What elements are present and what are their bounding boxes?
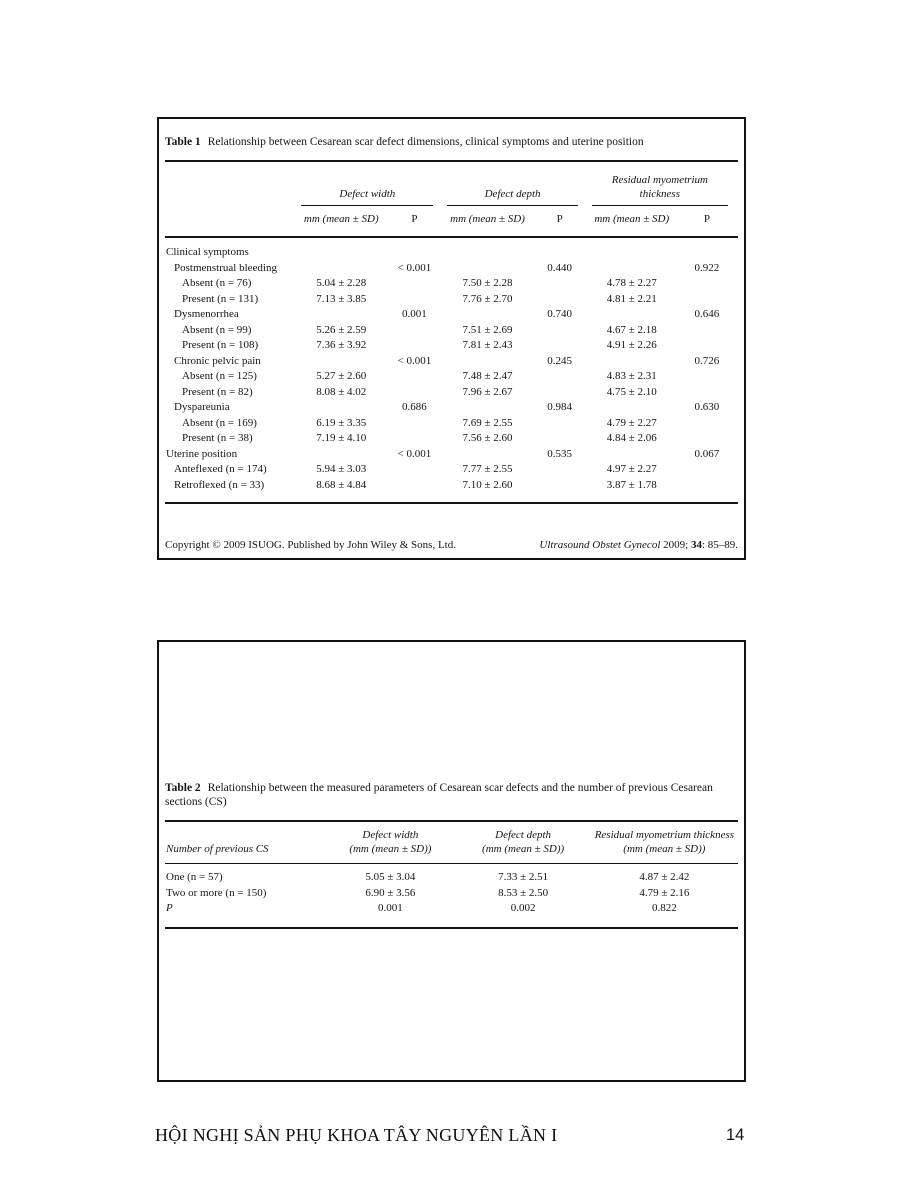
table-row xyxy=(165,462,738,478)
defect-width-value xyxy=(297,354,385,370)
rmt-value: 4.84 ± 2.06 xyxy=(606,432,657,444)
table-row xyxy=(165,237,738,261)
col-defect-width-line1: Defect width xyxy=(362,829,419,841)
col-defect-depth-line1: Defect depth xyxy=(495,829,552,841)
defect-depth-value: 7.51 ± 2.69 xyxy=(462,323,513,336)
table2-col-defect-depth xyxy=(455,821,590,864)
table-row xyxy=(165,447,738,463)
defect-depth-pvalue xyxy=(532,369,588,385)
defect-depth-pvalue: 0.984 xyxy=(547,401,573,413)
defect-depth-value xyxy=(443,354,531,370)
defect-depth-value: 7.50 ± 2.28 xyxy=(462,277,513,289)
table-row xyxy=(165,261,738,277)
defect-width-pvalue xyxy=(385,416,443,432)
rmt-value xyxy=(588,400,676,416)
col-defect-depth-line2: (mm (mean ± SD)) xyxy=(482,843,565,855)
table-row xyxy=(165,431,738,447)
subheader-mm-rmt: mm (mean ± SD) xyxy=(588,206,676,237)
table-row xyxy=(165,323,738,339)
defect-width-value: 5.05 ± 3.04 xyxy=(365,871,416,883)
defect-width-value: 8.68 ± 4.84 xyxy=(297,478,385,504)
row-label: Postmenstrual bleeding xyxy=(174,261,277,274)
citation-volume: 34 xyxy=(690,539,702,551)
group-label-defect-width: Defect width xyxy=(301,176,433,206)
subheader-p-depth: P xyxy=(532,206,588,237)
defect-depth-pvalue: 0.245 xyxy=(547,354,573,367)
defect-width-value: 6.90 ± 3.56 xyxy=(365,886,416,899)
row-label: P xyxy=(165,901,325,928)
citation-year: 2009; xyxy=(660,539,691,551)
table2-col-rmt xyxy=(591,821,738,864)
defect-width-value: 5.27 ± 2.60 xyxy=(316,370,367,382)
rmt-pvalue xyxy=(676,237,738,261)
table-row xyxy=(165,901,738,928)
defect-width-value: 7.19 ± 4.10 xyxy=(316,432,367,444)
defect-width-pvalue: < 0.001 xyxy=(397,447,432,460)
defect-depth-value xyxy=(443,447,531,463)
table-row xyxy=(165,276,738,292)
rmt-pvalue: 0.922 xyxy=(694,261,720,274)
table1-caption-label: Table 1 xyxy=(165,136,201,148)
group-label-defect-depth: Defect depth xyxy=(447,176,577,206)
table-row xyxy=(165,338,738,354)
table1-panel xyxy=(157,117,746,560)
row-label: Chronic pelvic pain xyxy=(174,354,261,367)
table1-wrapper xyxy=(165,160,738,504)
defect-width-value xyxy=(297,261,385,277)
table2-row-header: Number of previous CS xyxy=(165,821,325,864)
row-label: Present (n = 131) xyxy=(182,292,259,305)
table1-group-header-row xyxy=(165,161,738,206)
defect-depth-value: 7.81 ± 2.43 xyxy=(462,339,513,351)
table-row xyxy=(165,369,738,385)
defect-depth-pvalue: 0.440 xyxy=(547,261,573,274)
row-label: Absent (n = 125) xyxy=(182,370,257,382)
table2-caption-text: Relationship between the measured parameters of Cesarean scar defects and the number of previous Cesarean sections (CS) xyxy=(165,782,713,808)
rmt-value: 4.79 ± 2.16 xyxy=(639,886,690,899)
rmt-value xyxy=(588,307,676,323)
defect-width-value xyxy=(297,447,385,463)
defect-width-pvalue: < 0.001 xyxy=(397,354,432,367)
defect-depth-value: 0.002 xyxy=(455,901,590,928)
citation-journal: Ultrasound Obstet Gynecol xyxy=(539,539,661,551)
rmt-value: 3.87 ± 1.78 xyxy=(588,478,676,504)
defect-depth-pvalue xyxy=(532,416,588,432)
rmt-value xyxy=(588,237,676,261)
table2-panel xyxy=(157,640,746,1082)
conference-footer-title: HỘI NGHỊ SẢN PHỤ KHOA TÂY NGUYÊN LẦN I xyxy=(155,1125,558,1145)
rmt-value: 4.75 ± 2.10 xyxy=(606,385,657,398)
rmt-pvalue xyxy=(676,292,738,308)
table-row xyxy=(165,478,738,504)
defect-depth-value: 7.77 ± 2.55 xyxy=(462,463,513,475)
rmt-value xyxy=(588,261,676,277)
citation-text xyxy=(539,538,738,552)
defect-depth-pvalue xyxy=(532,478,588,504)
row-label: Two or more (n = 150) xyxy=(166,886,267,899)
table-row xyxy=(165,385,738,401)
row-label: Anteflexed (n = 174) xyxy=(174,463,267,475)
rmt-pvalue xyxy=(676,431,738,447)
rmt-value: 4.78 ± 2.27 xyxy=(606,277,657,289)
rmt-value: 4.87 ± 2.42 xyxy=(639,871,690,883)
citation-pages: : 85–89. xyxy=(701,539,738,551)
table-row xyxy=(165,416,738,432)
table1-footer-row xyxy=(165,538,738,552)
table-row xyxy=(165,886,738,902)
rmt-pvalue: 0.646 xyxy=(694,308,720,320)
table1-group-defect-depth xyxy=(443,161,587,206)
table2-header-row xyxy=(165,821,738,864)
table1 xyxy=(165,160,738,504)
defect-depth-value: 7.76 ± 2.70 xyxy=(462,292,513,305)
table1-group-rmt xyxy=(588,161,738,206)
defect-depth-pvalue: 0.740 xyxy=(547,308,573,320)
defect-depth-value: 8.53 ± 2.50 xyxy=(498,886,549,899)
rmt-value: 4.79 ± 2.27 xyxy=(606,416,657,429)
rmt-pvalue xyxy=(676,369,738,385)
rmt-pvalue xyxy=(676,416,738,432)
table-row xyxy=(165,292,738,308)
table2 xyxy=(165,820,738,929)
col-rmt-line2: (mm (mean ± SD)) xyxy=(623,843,706,855)
defect-width-pvalue: < 0.001 xyxy=(397,261,432,274)
defect-depth-value xyxy=(443,400,531,416)
rmt-pvalue: 0.630 xyxy=(694,401,720,413)
rmt-value: 4.91 ± 2.26 xyxy=(606,339,657,351)
page-number: 14 xyxy=(726,1126,745,1144)
rmt-pvalue: 0.067 xyxy=(694,447,720,460)
defect-width-pvalue: 0.686 xyxy=(402,401,427,413)
rmt-pvalue xyxy=(676,385,738,401)
table1-corner-cell xyxy=(165,161,297,206)
defect-depth-value: 7.48 ± 2.47 xyxy=(462,370,513,382)
table1-group-defect-width xyxy=(297,161,443,206)
table2-caption-label: Table 2 xyxy=(165,782,201,794)
rmt-pvalue xyxy=(676,276,738,292)
table1-caption xyxy=(165,135,738,149)
subheader-p-rmt: P xyxy=(676,206,738,237)
table2-col-defect-width xyxy=(325,821,455,864)
defect-width-value: 5.26 ± 2.59 xyxy=(316,323,367,336)
defect-width-value xyxy=(297,400,385,416)
table2-caption xyxy=(165,781,738,809)
col-rmt-line1: Residual myometrium thickness xyxy=(594,829,735,841)
row-label: Uterine position xyxy=(166,447,238,460)
defect-width-value: 6.19 ± 3.35 xyxy=(316,416,367,429)
rmt-pvalue xyxy=(676,338,738,354)
defect-depth-value: 7.69 ± 2.55 xyxy=(462,416,513,429)
defect-width-pvalue xyxy=(385,478,443,504)
rmt-pvalue: 0.726 xyxy=(694,354,720,367)
defect-width-value xyxy=(297,237,385,261)
defect-width-pvalue: 0.001 xyxy=(402,308,427,320)
rmt-value: 4.81 ± 2.21 xyxy=(606,292,657,305)
defect-width-pvalue xyxy=(385,237,443,261)
defect-width-value: 7.13 ± 3.85 xyxy=(316,292,367,305)
col-defect-width-line2: (mm (mean ± SD)) xyxy=(349,843,432,855)
defect-depth-pvalue xyxy=(532,338,588,354)
defect-width-value: 7.36 ± 3.92 xyxy=(316,339,367,351)
rmt-value: 4.83 ± 2.31 xyxy=(606,370,657,382)
subheader-mm-width: mm (mean ± SD) xyxy=(297,206,385,237)
rmt-pvalue xyxy=(676,462,738,478)
defect-depth-value: 7.10 ± 2.60 xyxy=(443,478,531,504)
defect-width-pvalue xyxy=(385,385,443,401)
row-label: Present (n = 38) xyxy=(182,432,253,444)
table1-subheader-empty xyxy=(165,206,297,237)
table1-caption-text: Relationship between Cesarean scar defect dimensions, clinical symptoms and uterine position xyxy=(207,136,644,148)
defect-depth-value: 7.56 ± 2.60 xyxy=(462,432,513,444)
defect-depth-pvalue xyxy=(532,385,588,401)
row-label: Absent (n = 99) xyxy=(182,323,252,336)
defect-depth-pvalue xyxy=(532,323,588,339)
defect-width-pvalue xyxy=(385,276,443,292)
defect-width-value: 8.08 ± 4.02 xyxy=(316,385,367,398)
row-label: Present (n = 82) xyxy=(182,385,253,398)
table-row xyxy=(165,354,738,370)
row-label: Present (n = 108) xyxy=(182,339,259,351)
defect-width-value: 5.04 ± 2.28 xyxy=(316,277,367,289)
defect-depth-pvalue: 0.535 xyxy=(547,447,573,460)
subheader-mm-depth: mm (mean ± SD) xyxy=(443,206,531,237)
defect-depth-pvalue xyxy=(532,276,588,292)
defect-depth-value: 7.96 ± 2.67 xyxy=(462,385,513,398)
rmt-pvalue xyxy=(676,323,738,339)
row-label: Retroflexed (n = 33) xyxy=(165,478,297,504)
defect-width-pvalue xyxy=(385,292,443,308)
defect-depth-pvalue xyxy=(532,237,588,261)
row-label: Clinical symptoms xyxy=(166,246,249,258)
copyright-text: Copyright © 2009 ISUOG. Published by John Wiley & Sons, Ltd. xyxy=(165,539,456,551)
group-label-rmt: Residual myometrium thickness xyxy=(592,162,728,206)
defect-depth-pvalue xyxy=(532,431,588,447)
table-row xyxy=(165,307,738,323)
rmt-pvalue xyxy=(676,478,738,504)
table2-wrapper xyxy=(165,820,738,929)
row-label: Dysmenorrhea xyxy=(174,308,239,320)
rmt-value xyxy=(588,354,676,370)
rmt-value: 4.97 ± 2.27 xyxy=(606,463,657,475)
table-row xyxy=(165,864,738,886)
defect-width-value xyxy=(297,307,385,323)
defect-width-pvalue xyxy=(385,338,443,354)
row-label: One (n = 57) xyxy=(166,871,223,883)
defect-width-pvalue xyxy=(385,431,443,447)
defect-depth-value xyxy=(443,307,531,323)
row-label: Dyspareunia xyxy=(174,401,230,413)
table-row xyxy=(165,400,738,416)
defect-width-value: 0.001 xyxy=(325,901,455,928)
defect-width-pvalue xyxy=(385,462,443,478)
defect-depth-value xyxy=(443,261,531,277)
defect-width-pvalue xyxy=(385,369,443,385)
subheader-p-width: P xyxy=(385,206,443,237)
defect-depth-value: 7.33 ± 2.51 xyxy=(498,871,549,883)
table1-subheader-row xyxy=(165,206,738,237)
defect-depth-pvalue xyxy=(532,292,588,308)
defect-width-pvalue xyxy=(385,323,443,339)
row-label: Absent (n = 76) xyxy=(182,277,252,289)
defect-width-value: 5.94 ± 3.03 xyxy=(316,463,367,475)
defect-depth-pvalue xyxy=(532,462,588,478)
rmt-value xyxy=(588,447,676,463)
rmt-value: 0.822 xyxy=(591,901,738,928)
defect-depth-value xyxy=(443,237,531,261)
row-label: Absent (n = 169) xyxy=(182,416,257,429)
rmt-value: 4.67 ± 2.18 xyxy=(606,323,657,336)
